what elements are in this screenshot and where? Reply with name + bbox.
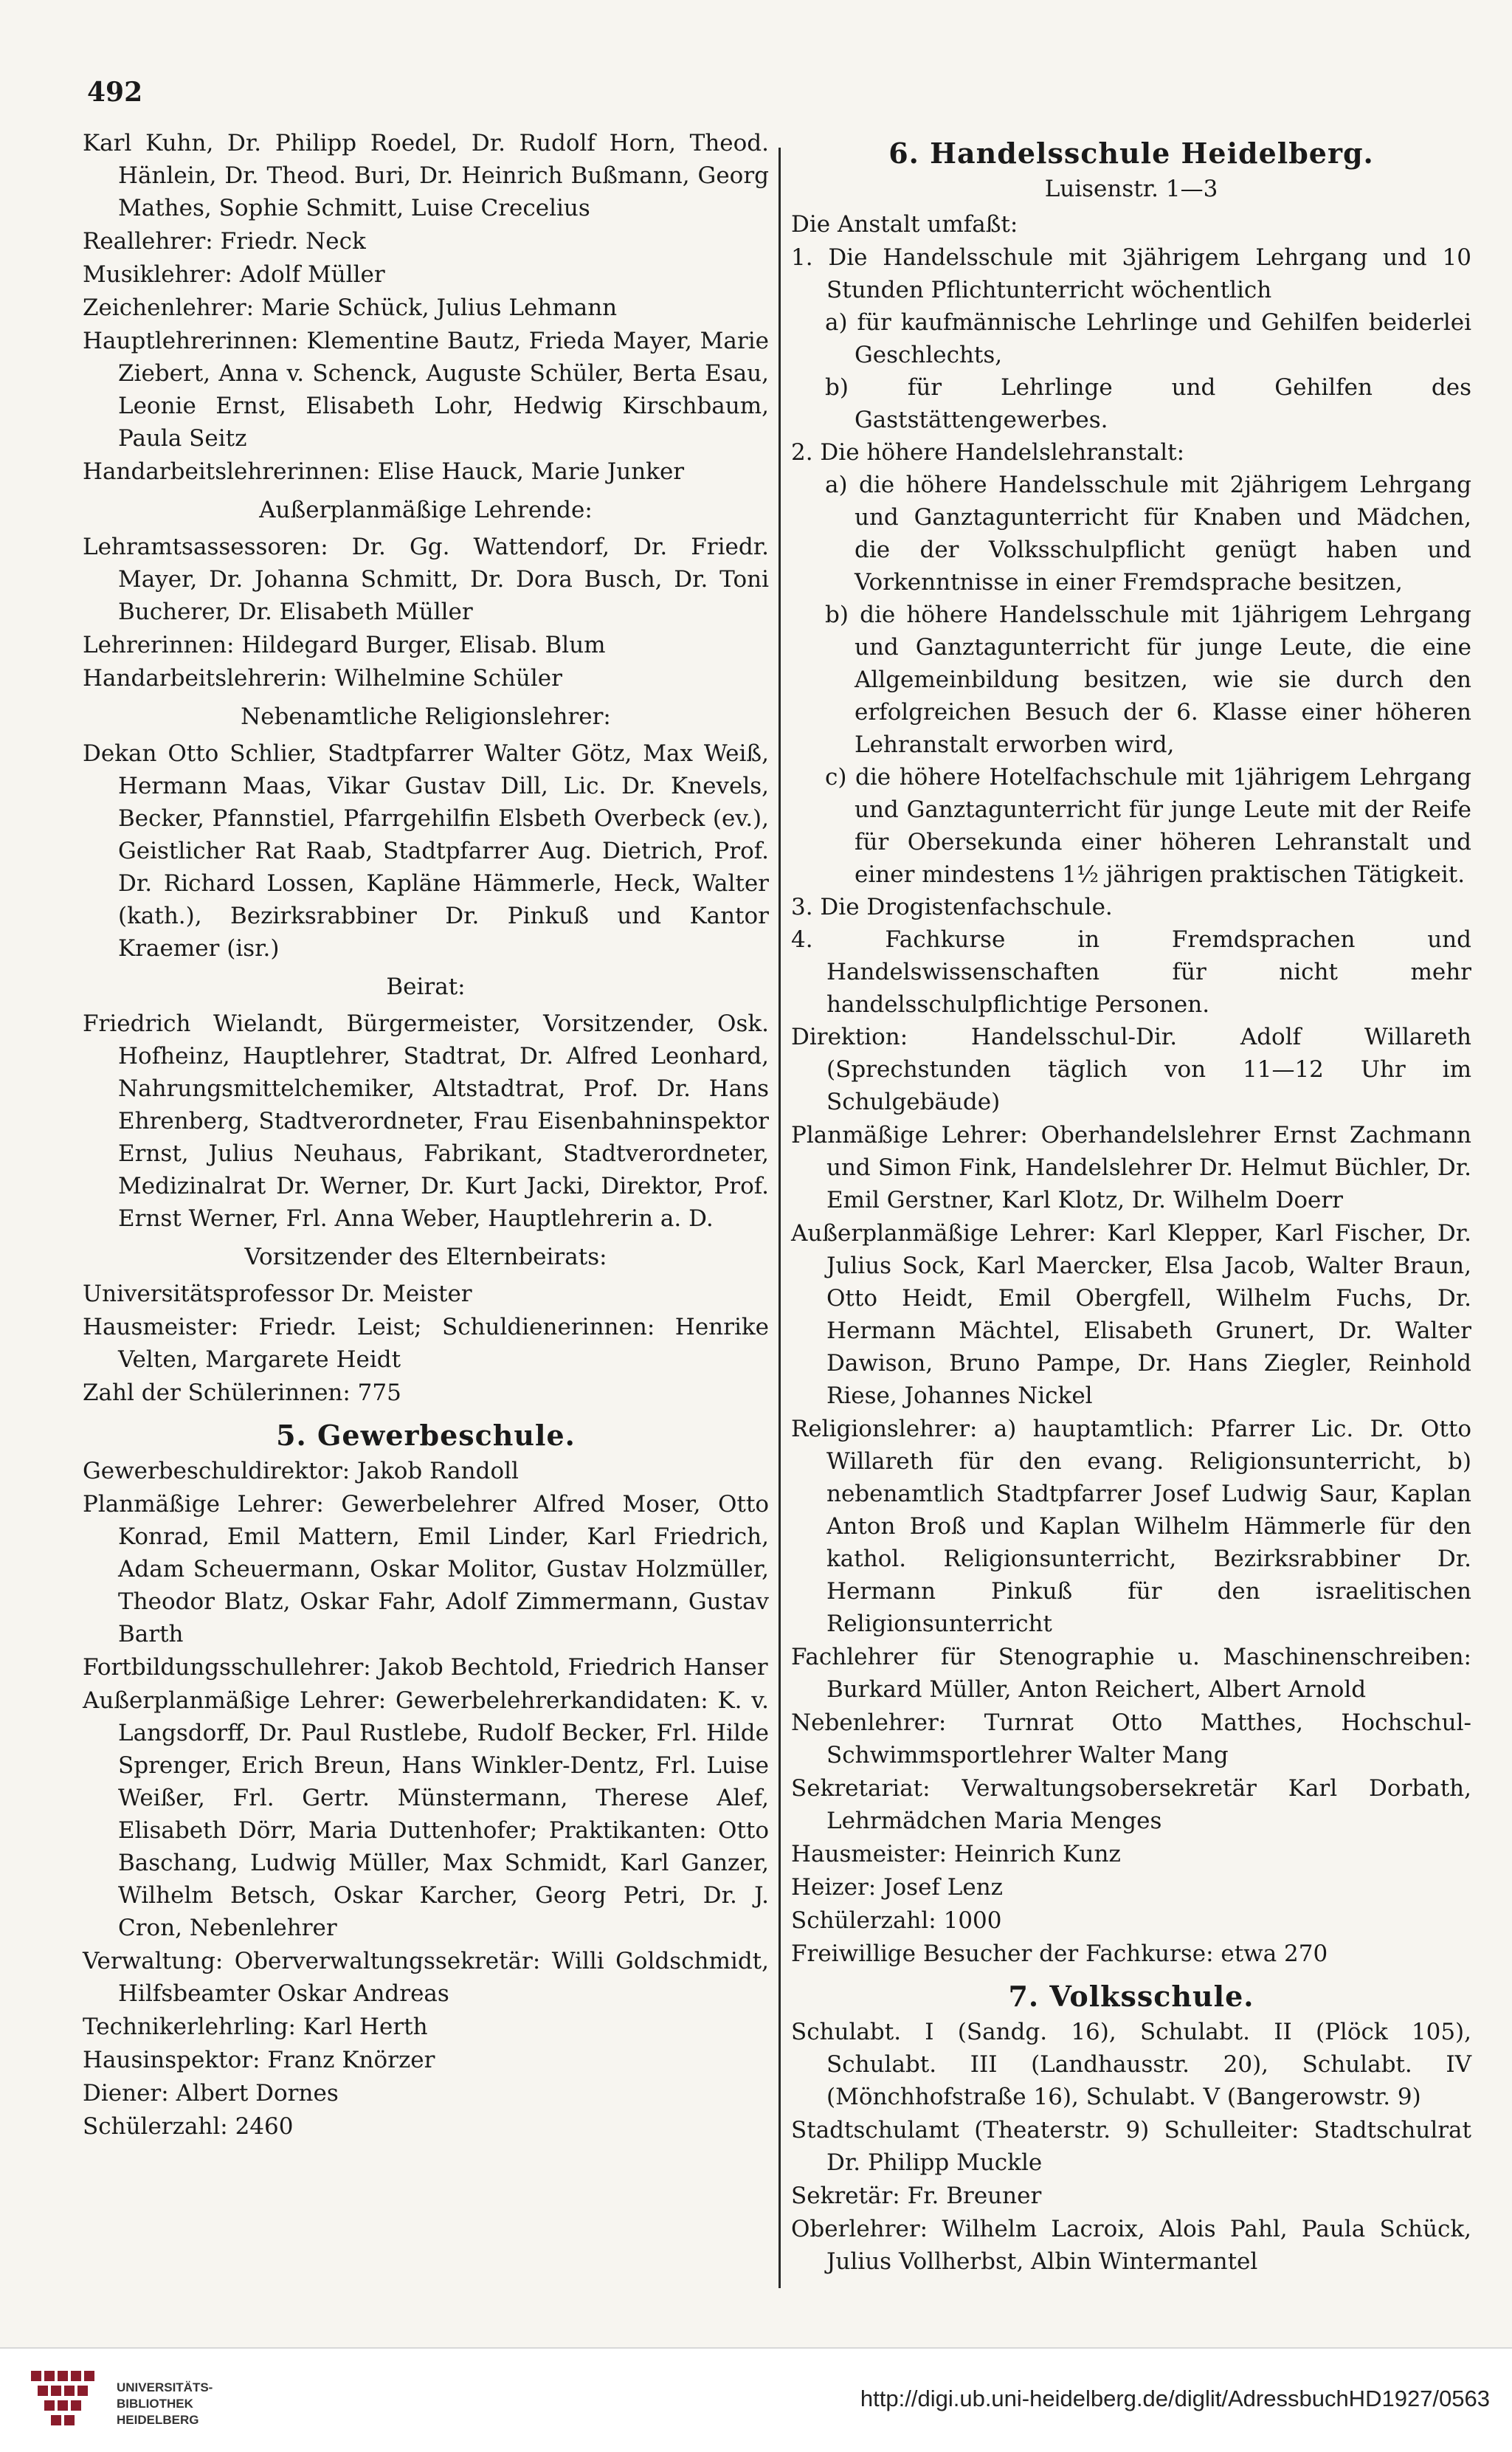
- religionslehrer-heading: Nebenamtliche Religionslehrer:: [241, 703, 611, 730]
- ausserplanmaessige-lehrer-entry: Außerplanmäßige Lehrer: Gewerbelehrerkandidaten: K. v. Langsdorff, Dr. Paul Rustlebe, Rudolf Becker, Frl. Hilde Sprenger, Erich Breun, Hans Winkler-Dentz, Frl. Luise Weißer, Frl. Gertr. Münstermann, Therese Alef, Elisabeth Dörr, Maria Duttenhofer; Praktikanten: Otto Baschang, Ludwig Müller, Max Schmidt, Karl Ganzer, Wilhelm Betsch, Oskar Karcher, Georg Petri, Dr. J. Cron, Nebenlehrer: [83, 1687, 769, 1941]
- item-1a: a) für kaufmännische Lehrlinge und Gehilfen beiderlei Geschlechts,: [825, 309, 1471, 368]
- footer-bar: [0, 2347, 1512, 2452]
- schuelerinnen-count: Zahl der Schülerinnen: 775: [83, 1380, 401, 1406]
- handarbeitslehrerin-entry: Handarbeitslehrerin: Wilhelmine Schüler: [83, 665, 562, 692]
- handarbeitslehrerinnen-entry: Handarbeitslehrerinnen: Elise Hauck, Marie Junker: [83, 458, 685, 485]
- gewerbeschuldirektor-entry: Gewerbeschuldirektor: Jakob Randoll: [83, 1458, 519, 1484]
- item-1b: b) für Lehrlinge und Gehilfen des Gaststättengewerbes.: [825, 374, 1471, 433]
- library-logo-icon: [30, 2368, 106, 2433]
- fortbildungsschullehrer-entry: Fortbildungsschullehrer: Jakob Bechtold, Friedrich Hanser: [83, 1654, 768, 1681]
- umfasst-intro: Die Anstalt umfaßt:: [791, 211, 1018, 238]
- diener-entry: Diener: Albert Dornes: [83, 2080, 339, 2107]
- beirat-entry: Friedrich Wielandt, Bürgermeister, Vorsitzender, Osk. Hofheinz, Hauptlehrer, Stadtrat, Dr. Alfred Leonhard, Nahrungsmittelchemiker, Altstadtrat, Prof. Dr. Hans Ehrenberg, Stadtverordneter, Frau Eisenbahninspektor Ernst, Julius Neuhaus, Fabrikant, Stadtverordneter, Medizinalrat Dr. Werner, Dr. Kurt Jacki, Direktor, Prof. Ernst Werner, Frl. Anna Weber, Hauptlehrerin a. D.: [83, 1010, 769, 1232]
- religionslehrer-entry: Dekan Otto Schlier, Stadtpfarrer Walter Götz, Max Weiß, Hermann Maas, Vikar Gustav Dill, Lic. Dr. Knevels, Becker, Pfannstiel, Pfarrgehilfin Elsbeth Overbeck (ev.), Geistlicher Rat Raab, Stadtpfarrer Aug. Dietrich, Prof. Dr. Richard Lossen, Kapläne Hämmerle, Heck, Walter (kath.), Bezirksrabbiner Dr. Pinkuß und Kantor Kraemer (isr.): [83, 740, 769, 962]
- elternbeirat-entry: Universitätsprofessor Dr. Meister: [83, 1281, 472, 1307]
- lehrerinnen-entry: Lehrerinnen: Hildegard Burger, Elisab. Blum: [83, 632, 606, 658]
- source-url-link[interactable]: http://digi.ub.uni-heidelberg.de/diglit/AdressbuchHD1927/0563: [860, 2386, 1490, 2411]
- left-column: [83, 127, 769, 2143]
- sekretariat-entry: Sekretariat: Verwaltungsobersekretär Karl Dorbath, Lehrmädchen Maria Menges: [791, 1775, 1471, 1834]
- hausmeister-entry: Hausmeister: Friedr. Leist; Schuldienerinnen: Henrike Velten, Margarete Heidt: [83, 1314, 769, 1373]
- library-name-line-1: UNIVERSITÄTS-: [117, 2380, 213, 2394]
- staff-list-top: Karl Kuhn, Dr. Philipp Roedel, Dr. Rudolf Horn, Theod. Hänlein, Dr. Theod. Buri, Dr. Heinrich Bußmann, Georg Mathes, Sophie Schmitt, Luise Crecelius: [83, 130, 769, 221]
- hausmeister-6-entry: Hausmeister: Heinrich Kunz: [791, 1841, 1121, 1867]
- reallehrer-entry: Reallehrer: Friedr. Neck: [83, 228, 366, 255]
- elternbeirat-heading: Vorsitzender des Elternbeirats:: [244, 1244, 607, 1270]
- schuelerzahl-entry: Schülerzahl: 2460: [83, 2113, 294, 2140]
- item-1: 1. Die Handelsschule mit 3jährigem Lehrgang und 10 Stunden Pflichtunterricht wöchentlich: [791, 244, 1471, 303]
- besucher-entry: Freiwillige Besucher der Fachkurse: etwa 270: [791, 1940, 1328, 1967]
- ausserplanmaessige-lehrer-6-entry: Außerplanmäßige Lehrer: Karl Klepper, Karl Fischer, Dr. Julius Sock, Karl Maercker, Elsa Jacob, Walter Braun, Otto Heidt, Emil Obergfell, Wilhelm Fuchs, Dr. Hermann Mächtel, Elisabeth Grunert, Dr. Walter Dawison, Bruno Pampe, Dr. Hans Ziegler, Reinhold Riese, Johannes Nickel: [791, 1220, 1471, 1409]
- item-4: 4. Fachkurse in Fremdsprachen und Handelswissenschaften für nicht mehr handelsschulpflichtige Personen.: [791, 926, 1471, 1018]
- section-6-title: 6. Handelsschule Heidelberg.: [888, 137, 1374, 170]
- nebenlehrer-entry: Nebenlehrer: Turnrat Otto Matthes, Hochschul-Schwimmsportlehrer Walter Mang: [791, 1709, 1471, 1769]
- hauptlehrerinnen-entry: Hauptlehrerinnen: Klementine Bautz, Frieda Mayer, Marie Ziebert, Anna v. Schenck, Auguste Schüler, Berta Esau, Leonie Ernst, Elisabeth Lohr, Hedwig Kirschbaum, Paula Seitz: [83, 328, 769, 452]
- stadtschulamt-entry: Stadtschulamt (Theaterstr. 9) Schulleiter: Stadtschulrat Dr. Philipp Muckle: [791, 2117, 1471, 2176]
- item-2: 2. Die höhere Handelslehranstalt:: [791, 439, 1185, 466]
- page-number: 492: [87, 77, 143, 108]
- item-3: 3. Die Drogistenfachschule.: [791, 894, 1113, 920]
- section-7-title: 7. Volksschule.: [1008, 1980, 1254, 2013]
- library-name: [117, 2380, 213, 2428]
- item-2c: c) die höhere Hotelfachschule mit 1jährigem Lehrgang und Ganztagunterricht für junge Leute mit der Reife für Obersekunda einer höheren Lehranstalt und einer mindestens 1½ jährigen praktischen Tätigkeit.: [825, 764, 1471, 888]
- lehramtsassessoren-entry: Lehramtsassessoren: Dr. Gg. Wattendorf, Dr. Friedr. Mayer, Dr. Johanna Schmitt, Dr. Dora Busch, Dr. Toni Bucherer, Dr. Elisabeth Müller: [83, 534, 769, 625]
- schulabt-entry: Schulabt. I (Sandg. 16), Schulabt. II (Plöck 105), Schulabt. III (Landhausstr. 20), Schulabt. IV (Mönchhofstraße 16), Schulabt. V (Bangerowstr. 9): [791, 2019, 1471, 2110]
- library-name-line-3: HEIDELBERG: [117, 2413, 199, 2427]
- column-divider: [779, 148, 781, 2288]
- ausserplanmaessige-heading: Außerplanmäßige Lehrende:: [259, 497, 593, 523]
- musiklehrer-entry: Musiklehrer: Adolf Müller: [83, 261, 385, 288]
- planmaessige-lehrer-6-entry: Planmäßige Lehrer: Oberhandelslehrer Ernst Zachmann und Simon Fink, Handelslehrer Dr. Helmut Büchler, Dr. Emil Gerstner, Karl Klotz, Dr. Wilhelm Doerr: [791, 1122, 1471, 1213]
- technikerlehrling-entry: Technikerlehrling: Karl Herth: [83, 2014, 428, 2040]
- zeichenlehrer-entry: Zeichenlehrer: Marie Schück, Julius Lehmann: [83, 295, 618, 321]
- heizer-entry: Heizer: Josef Lenz: [791, 1874, 1003, 1901]
- fachlehrer-entry: Fachlehrer für Stenographie u. Maschinenschreiben: Burkard Müller, Anton Reichert, Albert Arnold: [791, 1644, 1471, 1703]
- schuelerzahl-6-entry: Schülerzahl: 1000: [791, 1907, 1002, 1934]
- beirat-heading: Beirat:: [386, 974, 466, 1000]
- right-column: [791, 127, 1471, 2279]
- sekretaer-entry: Sekretär: Fr. Breuner: [791, 2183, 1042, 2209]
- religionslehrer-6-entry: Religionslehrer: a) hauptamtlich: Pfarrer Lic. Dr. Otto Willareth für den evang. Religionsunterricht, b) nebenamtlich Stadtpfarrer Josef Ludwig Saur, Kaplan Anton Broß und Kaplan Wilhelm Hämmerle für den kathol. Religionsunterricht, Bezirksrabbiner Dr. Hermann Pinkuß für den israelitischen Religionsunterricht: [791, 1416, 1471, 1637]
- item-2b: b) die höhere Handelsschule mit 1jährigem Lehrgang und Ganztagunterricht für junge Leute, die eine Allgemeinbildung besitzen, wie sie durch den erfolgreichen Besuch der 6. Klasse einer höheren Lehranstalt erworben wird,: [825, 602, 1471, 758]
- section-5-title: 5. Gewerbeschule.: [276, 1419, 576, 1452]
- section-6-address: Luisenstr. 1—3: [1044, 176, 1218, 202]
- library-name-line-2: BIBLIOTHEK: [117, 2397, 193, 2411]
- direktion-entry: Direktion: Handelsschul-Dir. Adolf Willareth (Sprechstunden täglich von 11—12 Uhr im Schulgebäude): [791, 1024, 1471, 1115]
- oberlehrer-entry: Oberlehrer: Wilhelm Lacroix, Alois Pahl, Paula Schück, Julius Vollherbst, Albin Wintermantel: [791, 2216, 1471, 2275]
- verwaltung-entry: Verwaltung: Oberverwaltungssekretär: Willi Goldschmidt, Hilfsbeamter Oskar Andreas: [83, 1948, 769, 2007]
- planmaessige-lehrer-entry: Planmäßige Lehrer: Gewerbelehrer Alfred Moser, Otto Konrad, Emil Mattern, Emil Linder, Karl Friedrich, Adam Scheuermann, Oskar Molitor, Gustav Holzmüller, Theodor Blatz, Oskar Fahr, Adolf Zimmermann, Gustav Barth: [83, 1491, 769, 1647]
- item-2a: a) die höhere Handelsschule mit 2jährigem Lehrgang und Ganztagunterricht für Knaben und Mädchen, die der Volksschulpflicht genügt haben und Vorkenntnisse in einer Fremdsprache besitzen,: [825, 472, 1471, 596]
- hausinspektor-entry: Hausinspektor: Franz Knörzer: [83, 2047, 435, 2073]
